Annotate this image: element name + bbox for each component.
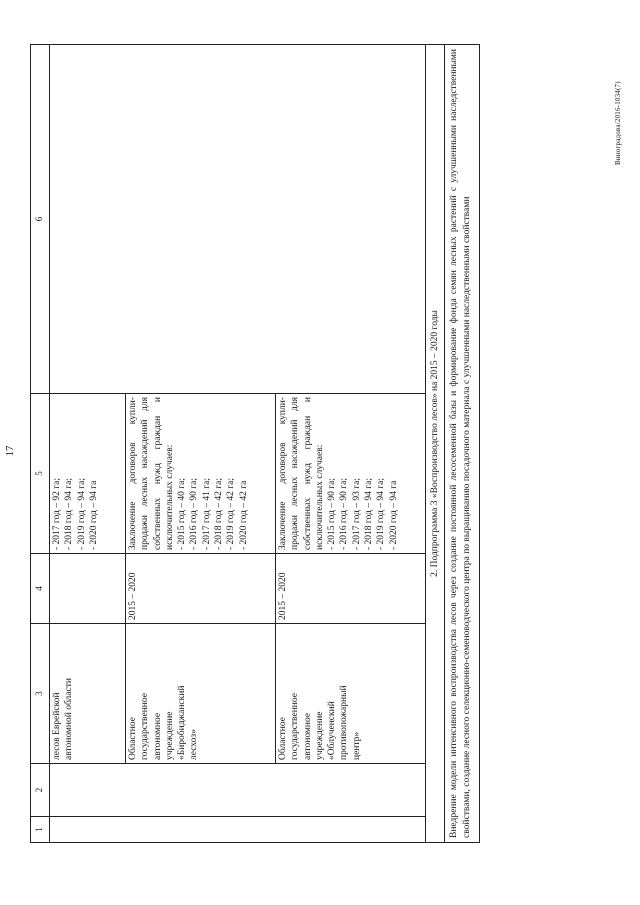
col-header: 4	[31, 554, 50, 624]
cell-executor: Областное государственное автономное учреждение «Биробиджанский лесхоз»	[126, 624, 276, 764]
cell-col6	[50, 45, 426, 394]
section-title: 2. Подпрограмма 3 «Воспроизводство лесов» на 2015 – 2020 годы	[426, 45, 445, 843]
page-number: 17	[4, 445, 16, 457]
cell-period: 2015 – 2020	[276, 554, 426, 624]
cell-executor: Областное государственное автономное учреждение «Облученский противопожарный центр»	[276, 624, 426, 764]
cell-result: Заключение договоров купли-продажи лесных насаждений для собственных нужд граждан и исключительных случаев: - 2015 год – 40 га; - 2016 год – 90 га; - 2017 год – 41 га; - 2018 год – 42 га; - 2019 год – 42 га; - 2020 год – 42 га	[126, 394, 276, 554]
section-title-row	[426, 45, 445, 843]
table-row	[50, 45, 126, 843]
cell-col1	[50, 817, 426, 843]
cell-result: - 2017 год – 92 га; - 2018 год – 94 га; - 2019 год – 94 га; - 2020 год – 94 га	[50, 394, 126, 554]
document-table	[30, 44, 480, 843]
cell-executor: лесов Еврейской автономной области	[50, 624, 126, 764]
col-header: 3	[31, 624, 50, 764]
header-row	[31, 45, 50, 843]
cell-result: Заключение договоров купли-продажи лесных насаждений для собственных нужд граждан и исключительных случаев: - 2015 год – 90 га; - 2016 год – 90 га; - 2017 год – 93 га; - 2018 год – 94 га; - 2019 год – 94 га; - 2020 год – 94 га	[276, 394, 426, 554]
col-header: 1	[31, 817, 50, 843]
col-header: 6	[31, 45, 50, 394]
footer-code: Виноградова/2016-1034(7)	[614, 81, 622, 165]
col-header: 2	[31, 764, 50, 817]
cell-col2	[50, 764, 426, 817]
section-text-row	[445, 45, 480, 843]
section-text: Внедрение модели интенсивного воспроизводства лесов через создание постоянной лесосеменной базы и формирование фонда семян лесных растений с улучшенными наследственными свойствами, создание лесного селекционно-семеноводческого центра по выращиванию посадочного материала с улучшенными наследственными свойствами	[445, 45, 480, 843]
cell-period: 2015 – 2020	[126, 554, 276, 624]
col-header: 5	[31, 394, 50, 554]
cell-period	[50, 554, 126, 624]
